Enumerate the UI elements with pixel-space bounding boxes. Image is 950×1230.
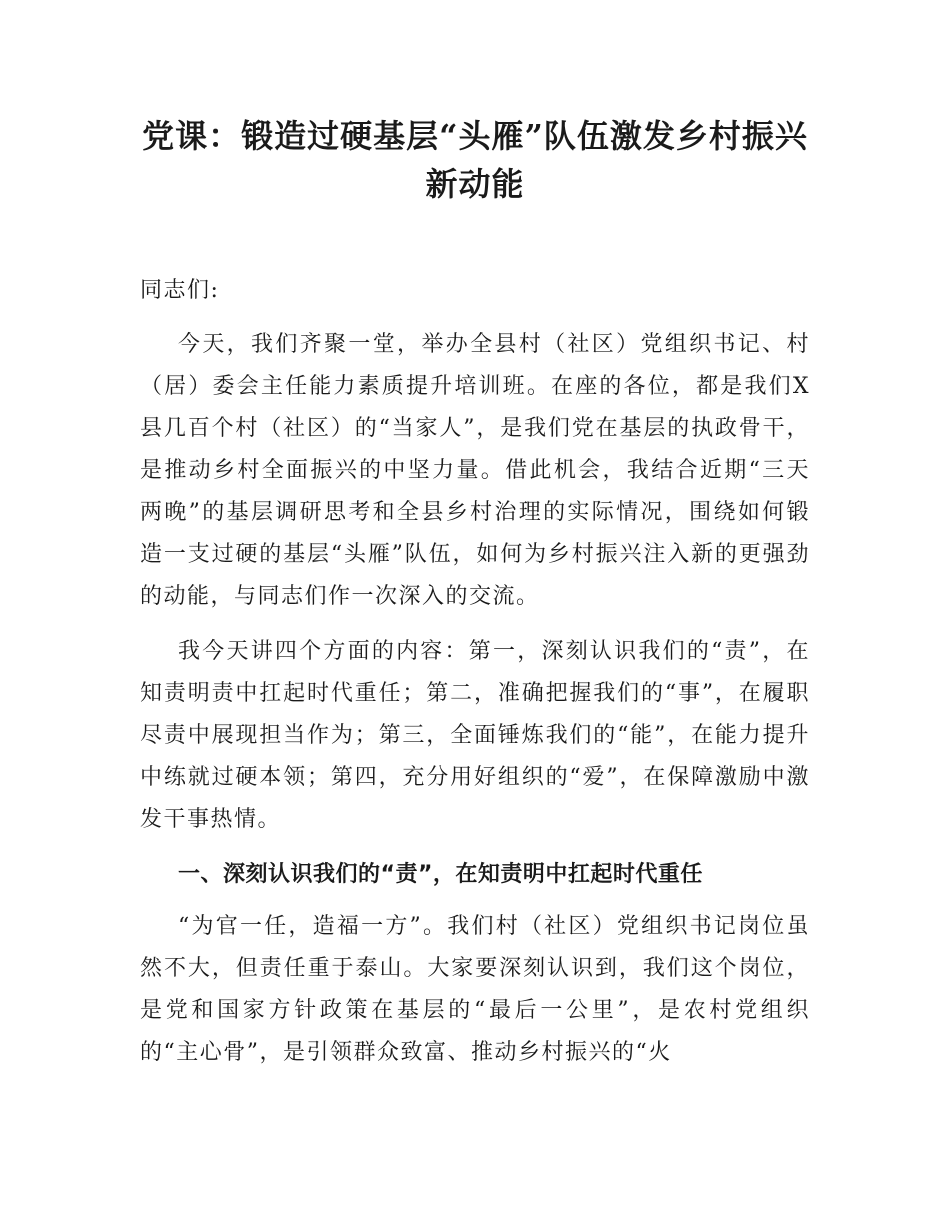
paragraph-intro: 今天，我们齐聚一堂，举办全县村（社区）党组织书记、村（居）委会主任能力素质提升培训班。在座的各位，都是我们X县几百个村（社区）的“当家人”，是我们党在基层的执政骨干，是推动乡村全面振兴的中坚力量。借此机会，我结合近期“三天两晚”的基层调研思考和全县乡村治理的实际情况，围绕如何锻造一支过硬的基层“头雁”队伍，如何为乡村振兴注入新的更强劲的动能，与同志们作一次深入的交流。 <box>140 332 810 609</box>
salutation: 同志们: <box>140 278 220 303</box>
paragraph-section-1: “为官一任，造福一方”。我们村（社区）党组织书记岗位虽然不大，但责任重于泰山。大家要深刻认识到，我们这个岗位，是党和国家方针政策在基层的“最后一公里”，是农村党组织的“主心骨”，是引领群众致富、推动乡村振兴的“火 <box>140 914 810 1065</box>
section-heading-1: 一、深刻认识我们的“责”，在知责明中扛起时代重任 <box>178 862 703 887</box>
document-body <box>140 270 810 1087</box>
paragraph-outline: 我今天讲四个方面的内容：第一，深刻认识我们的“责”，在知责明责中扛起时代重任；第二，准确把握我们的“事”，在履职尽责中展现担当作为；第三，全面锤炼我们的“能”，在能力提升中练就过硬本领；第四，充分用好组织的“爱”，在保障激励中激发干事热情。 <box>140 639 810 832</box>
document-title: 党课：锻造过硬基层“头雁”队伍激发乡村振兴新动能 <box>142 117 808 203</box>
